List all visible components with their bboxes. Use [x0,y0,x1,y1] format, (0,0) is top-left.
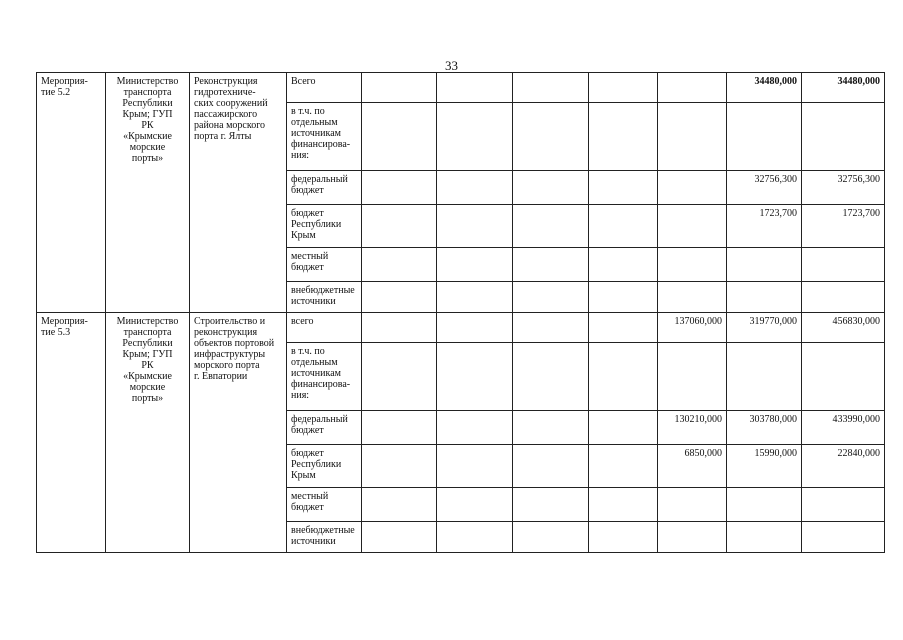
amount-cell: 34480,000 [802,73,885,103]
amount-cell [589,445,658,488]
amount-cell: 1723,700 [727,205,802,248]
table-row [37,73,885,103]
amount-cell [437,313,513,343]
amount-cell [589,411,658,445]
source-cell: федеральный бюджет [287,411,362,445]
amount-cell [513,488,589,522]
description-cell: Реконструкция гидротехниче- ских сооружений пассажирского района морского порта г. Ялты [190,73,287,313]
amount-cell [727,103,802,171]
amount-cell [437,522,513,553]
amount-cell [589,522,658,553]
source-cell: всего [287,313,362,343]
activity-cell: Мероприя- тие 5.3 [37,313,106,553]
source-cell: бюджет Республики Крым [287,205,362,248]
amount-cell: 34480,000 [727,73,802,103]
amount-cell [658,248,727,282]
amount-cell: 1723,700 [802,205,885,248]
amount-cell [589,205,658,248]
amount-cell [513,248,589,282]
amount-cell [362,282,437,313]
amount-cell [513,343,589,411]
amount-cell [802,488,885,522]
amount-cell: 319770,000 [727,313,802,343]
amount-cell: 32756,300 [802,171,885,205]
table-row [37,313,885,343]
amount-cell [658,282,727,313]
source-cell: внебюджетные источники [287,282,362,313]
amount-cell [802,282,885,313]
amount-cell [513,282,589,313]
source-cell: в т.ч. по отдельным источникам финансирова- ния: [287,343,362,411]
amount-cell: 130210,000 [658,411,727,445]
source-cell: федеральный бюджет [287,171,362,205]
amount-cell [802,343,885,411]
amount-cell [802,248,885,282]
amount-cell [658,488,727,522]
source-cell: Всего [287,73,362,103]
amount-cell [658,522,727,553]
source-cell: местный бюджет [287,248,362,282]
amount-cell [362,445,437,488]
amount-cell [513,522,589,553]
amount-cell [589,282,658,313]
amount-cell: 456830,000 [802,313,885,343]
amount-cell [802,522,885,553]
amount-cell [362,343,437,411]
amount-cell [437,488,513,522]
amount-cell [589,103,658,171]
amount-cell: 433990,000 [802,411,885,445]
amount-cell [513,313,589,343]
source-cell: в т.ч. по отдельным источникам финансирова- ния: [287,103,362,171]
amount-cell [437,103,513,171]
page-number: 33 [445,58,458,73]
amount-cell: 6850,000 [658,445,727,488]
amount-cell [362,522,437,553]
amount-cell [437,73,513,103]
amount-cell [437,248,513,282]
amount-cell [727,343,802,411]
amount-cell [362,103,437,171]
amount-cell [513,205,589,248]
amount-cell [589,248,658,282]
amount-cell: 32756,300 [727,171,802,205]
amount-cell [658,171,727,205]
amount-cell [437,205,513,248]
amount-cell [437,411,513,445]
amount-cell: 303780,000 [727,411,802,445]
amount-cell [437,445,513,488]
amount-cell [513,103,589,171]
amount-cell [802,103,885,171]
amount-cell [362,488,437,522]
amount-cell [658,205,727,248]
source-cell: бюджет Республики Крым [287,445,362,488]
description-cell: Строительство и реконструкция объектов портовой инфраструктуры морского порта г. Евпатории [190,313,287,553]
amount-cell [513,411,589,445]
amount-cell [437,282,513,313]
amount-cell [589,171,658,205]
source-cell: местный бюджет [287,488,362,522]
amount-cell [362,248,437,282]
amount-cell [727,522,802,553]
source-cell: внебюджетные источники [287,522,362,553]
amount-cell [362,205,437,248]
amount-cell [362,171,437,205]
amount-cell: 22840,000 [802,445,885,488]
amount-cell [658,343,727,411]
amount-cell [589,73,658,103]
amount-cell [362,73,437,103]
executor-cell: Министерство транспорта Республики Крым; ГУП РК «Крымские морские порты» [106,73,190,313]
amount-cell [727,248,802,282]
amount-cell: 15990,000 [727,445,802,488]
amount-cell [727,282,802,313]
amount-cell [658,103,727,171]
amount-cell: 137060,000 [658,313,727,343]
amount-cell [589,343,658,411]
amount-cell [437,171,513,205]
amount-cell [362,313,437,343]
amount-cell [362,411,437,445]
executor-cell: Министерство транспорта Республики Крым; ГУП РК «Крымские морские порты» [106,313,190,553]
amount-cell [513,73,589,103]
amount-cell [513,445,589,488]
amount-cell [658,73,727,103]
amount-cell [437,343,513,411]
activity-cell: Мероприя- тие 5.2 [37,73,106,313]
financing-table [36,72,885,553]
amount-cell [589,313,658,343]
amount-cell [727,488,802,522]
amount-cell [513,171,589,205]
amount-cell [589,488,658,522]
